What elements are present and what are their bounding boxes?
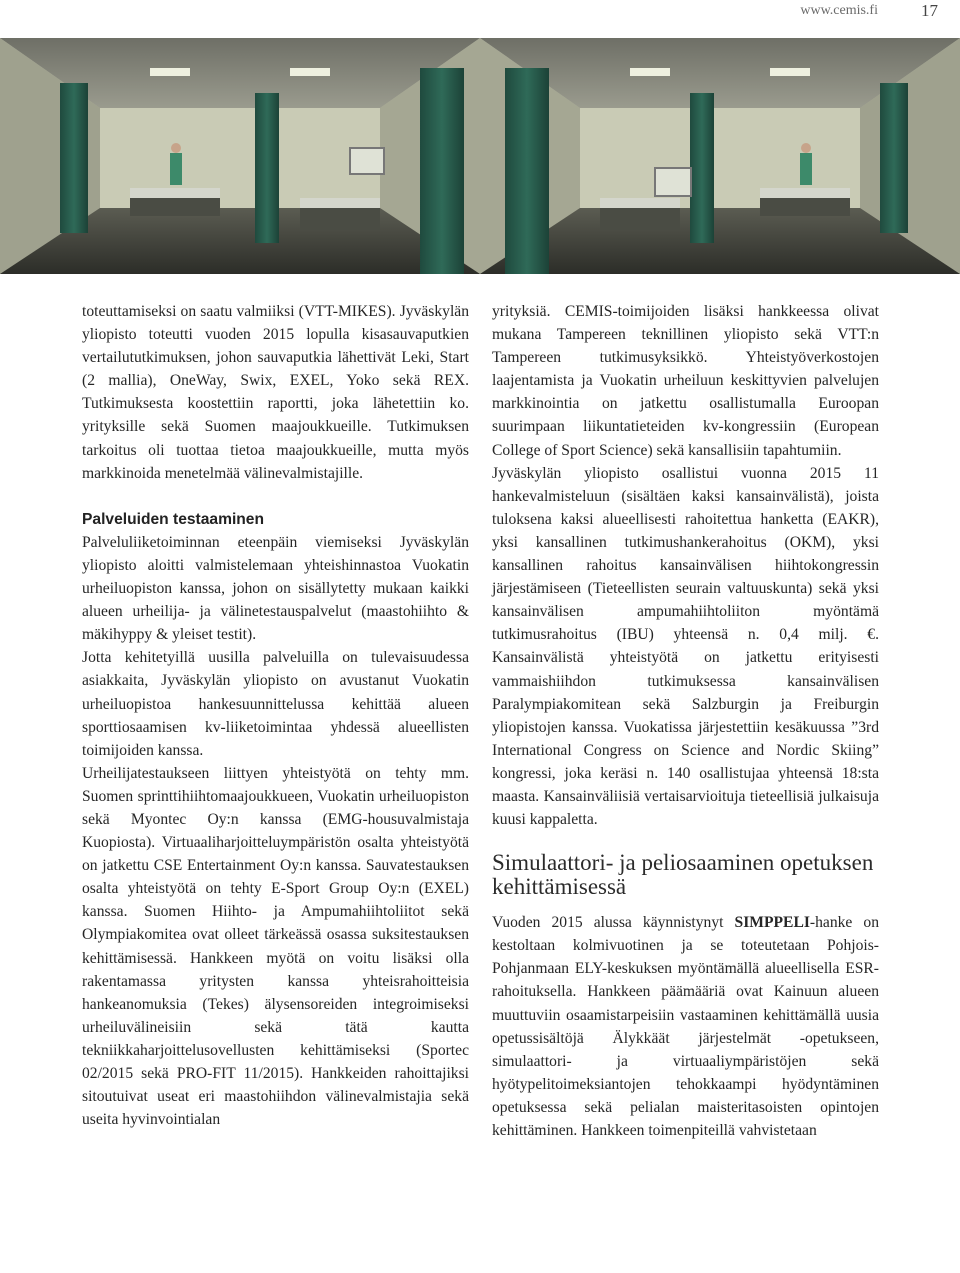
website-url[interactable]: www.cemis.fi — [800, 3, 878, 18]
left-paragraph-1: toteuttamiseksi on saatu valmiiksi (VTT-MIKES). Jyväskylän yliopisto toteutti vuoden 2015 lopulla kisasauvaputkien vertailututkimuksen, johon sauvaputkia lähettivät Leki, Start (2 mallia), OneWay, Swix, EXEL, Yoko sekä REX. Tutkimuksesta koostettiin raportti, joka lähetettiin ko. yrityksille sekä Suomen maajoukkueille. Tutkimuksen tarkoitus oli tuottaa tietoa maajoukkueille, mutta myös markkinoida menetelmää välinevalmistajille. — [82, 303, 469, 482]
left-paragraph-2: Palveluliiketoiminnan eteenpäin viemiseksi Jyväskylän yliopisto aloitti valmistelemaan yhteishinnastoa Vuokatin urheiluopiston kanssa, johon on sisällytetty mukaan kaikki alueen urheilija- ja välinetestauspalvelut (maastohiihto & mäkihyppy & yleiset testit). — [82, 533, 469, 644]
simppeli-project-name: SIMPPELI — [734, 914, 810, 932]
right-column — [492, 300, 879, 1142]
right-paragraph-1: yrityksiä. CEMIS-toimijoiden lisäksi hankkeessa olivat mukana Tampereen teknillinen yliopisto sekä VTT:n Tampereen tutkimusyksikkö. Yhteistyöverkostojen laajentamista ja Vuokatin urheiluun keskittyvien palvelujen markkinointia on jatkettu osallistumalla Euroopan suurimpaan liikuntatieteiden kv-kongressiin (European College of Sport Science) sekä kansallisiin tapahtumiin. — [492, 303, 879, 459]
page-header — [0, 0, 960, 28]
right-paragraph-2: Jyväskylän yliopisto osallistui vuonna 2015 11 hankevalmisteluun (sisältäen kaksi kansainvälistä), joista tuloksena kaksi alueellisesti rahoitettua hanketta (EAKR), yksi kansallinen tutkimushankerahoitus (OKM), yksi kansallinen rahoitus kansainvälisen hiihtokongressin järjestämiseen (Tieteellisten seurain valtuuskunta) sekä yksi kansainvälisen ampumahiihtoliiton myöntämä tutkimusrahoitus (IBU) yhteensä n. 0,4 milj. €. Kansainvälistä yhteistyötä on jatkettu erityisesti vammaishiihdon tutkimuksessa kansainvälisen Paralympiakomitean sekä Salzburgin ja Freiburgin yliopistojen kanssa. Vuokatissa järjestettiin kesäkuussa ”3rd International Congress on Science and Nordic Skiing” kongressi, joka keräsi n. 140 osallistujaa yhteensä 18:sta maasta. Kansainväliisiä vertaisarvioituja tieteellisiä julkaisuja kuusi kappaletta. — [492, 464, 879, 829]
left-column — [82, 300, 469, 1131]
left-paragraph-4: Urheilijatestaukseen liittyen yhteistyötä on tehty mm. Suomen sprinttihiihtomaajoukkueen, Vuokatin urheiluopiston sekä Myontec Oy:n kanssa (EMG-housuvalmistaja Kuopiosta). Virtuaaliharjoitteluympäristön osalta yhteistyötä on jatkettu CSE Entertainment Oy:n kanssa. Sauvatestauksen osalta yhteistyötä on tehty E-Sport Group Oy:n (EXEL) kanssa. Suomen Hiihto- ja Ampumahiihtoliitot sekä Olympiakomitea ovat olleet tärkeässä osassa suksitestauksen kehittämisessä. Hankkeen myötä on voitu lisäksi olla rakentamassa yritysten kanssa yhteisrahoitteisia hankeanomuksia (Tekes) älysensoreiden integroimiseksi urheiluvälineisiin sekä tätä kautta tekniikkaharjoittelusovellusten kehittämiseksi (Sportec 02/2015 sekä PRO-FIT 11/2015). Hankkeiden rahoittajiksi sitoutuivat useat eri maastohiihdon välinevalmistajia sekä useita hyvinvointialan — [82, 764, 469, 1129]
page-number: 17 — [921, 1, 938, 20]
hospital-ward-icon — [0, 38, 960, 274]
section-heading-simulaattori: Simulaattori- ja peliosaaminen opetuksen kehittämisessä — [492, 850, 874, 900]
paragraph-3-intro: Vuoden 2015 alussa käynnistynyt — [492, 914, 735, 932]
right-paragraph-3 — [492, 911, 879, 1142]
left-paragraph-3: Jotta kehitetyillä uusilla palveluilla on tulevaisuudessa asiakkaita, Jyväskylän yliopisto on avustanut Vuokatin urheiluopistoa hankesuunnittelussa kehittää alueen sporttiosaamisen kv-liiketoimintaa yhdessä alueellisten toimijoiden kanssa. — [82, 649, 469, 759]
section-heading-palveluiden: Palveluiden testaaminen — [82, 510, 264, 528]
hospital-ward-photo — [0, 38, 960, 274]
paragraph-3-body: -hanke on kestoltaan kolmivuotinen ja se toteutetaan Pohjois-Pohjanmaan ELY-keskuksen myöntämällä alueellisella ESR-rahoituksella. Hankkeen päämääriä ovat Kainuun alueen muuttuviin osaamistarpeisiin vastaaminen kehittämällä uusia opetussisältöjä Älykkäät järjestelmät -opetukseen, simulaattori- ja virtuaaliympäristöjen sekä hyötypelitoimeksiantojen tehokkaampi hyödyntäminen opetuksessa sekä pelialan maisteritasoisten opintojen kehittäminen. Hankkeen toimenpiteillä vahvistetaan — [492, 914, 879, 1139]
